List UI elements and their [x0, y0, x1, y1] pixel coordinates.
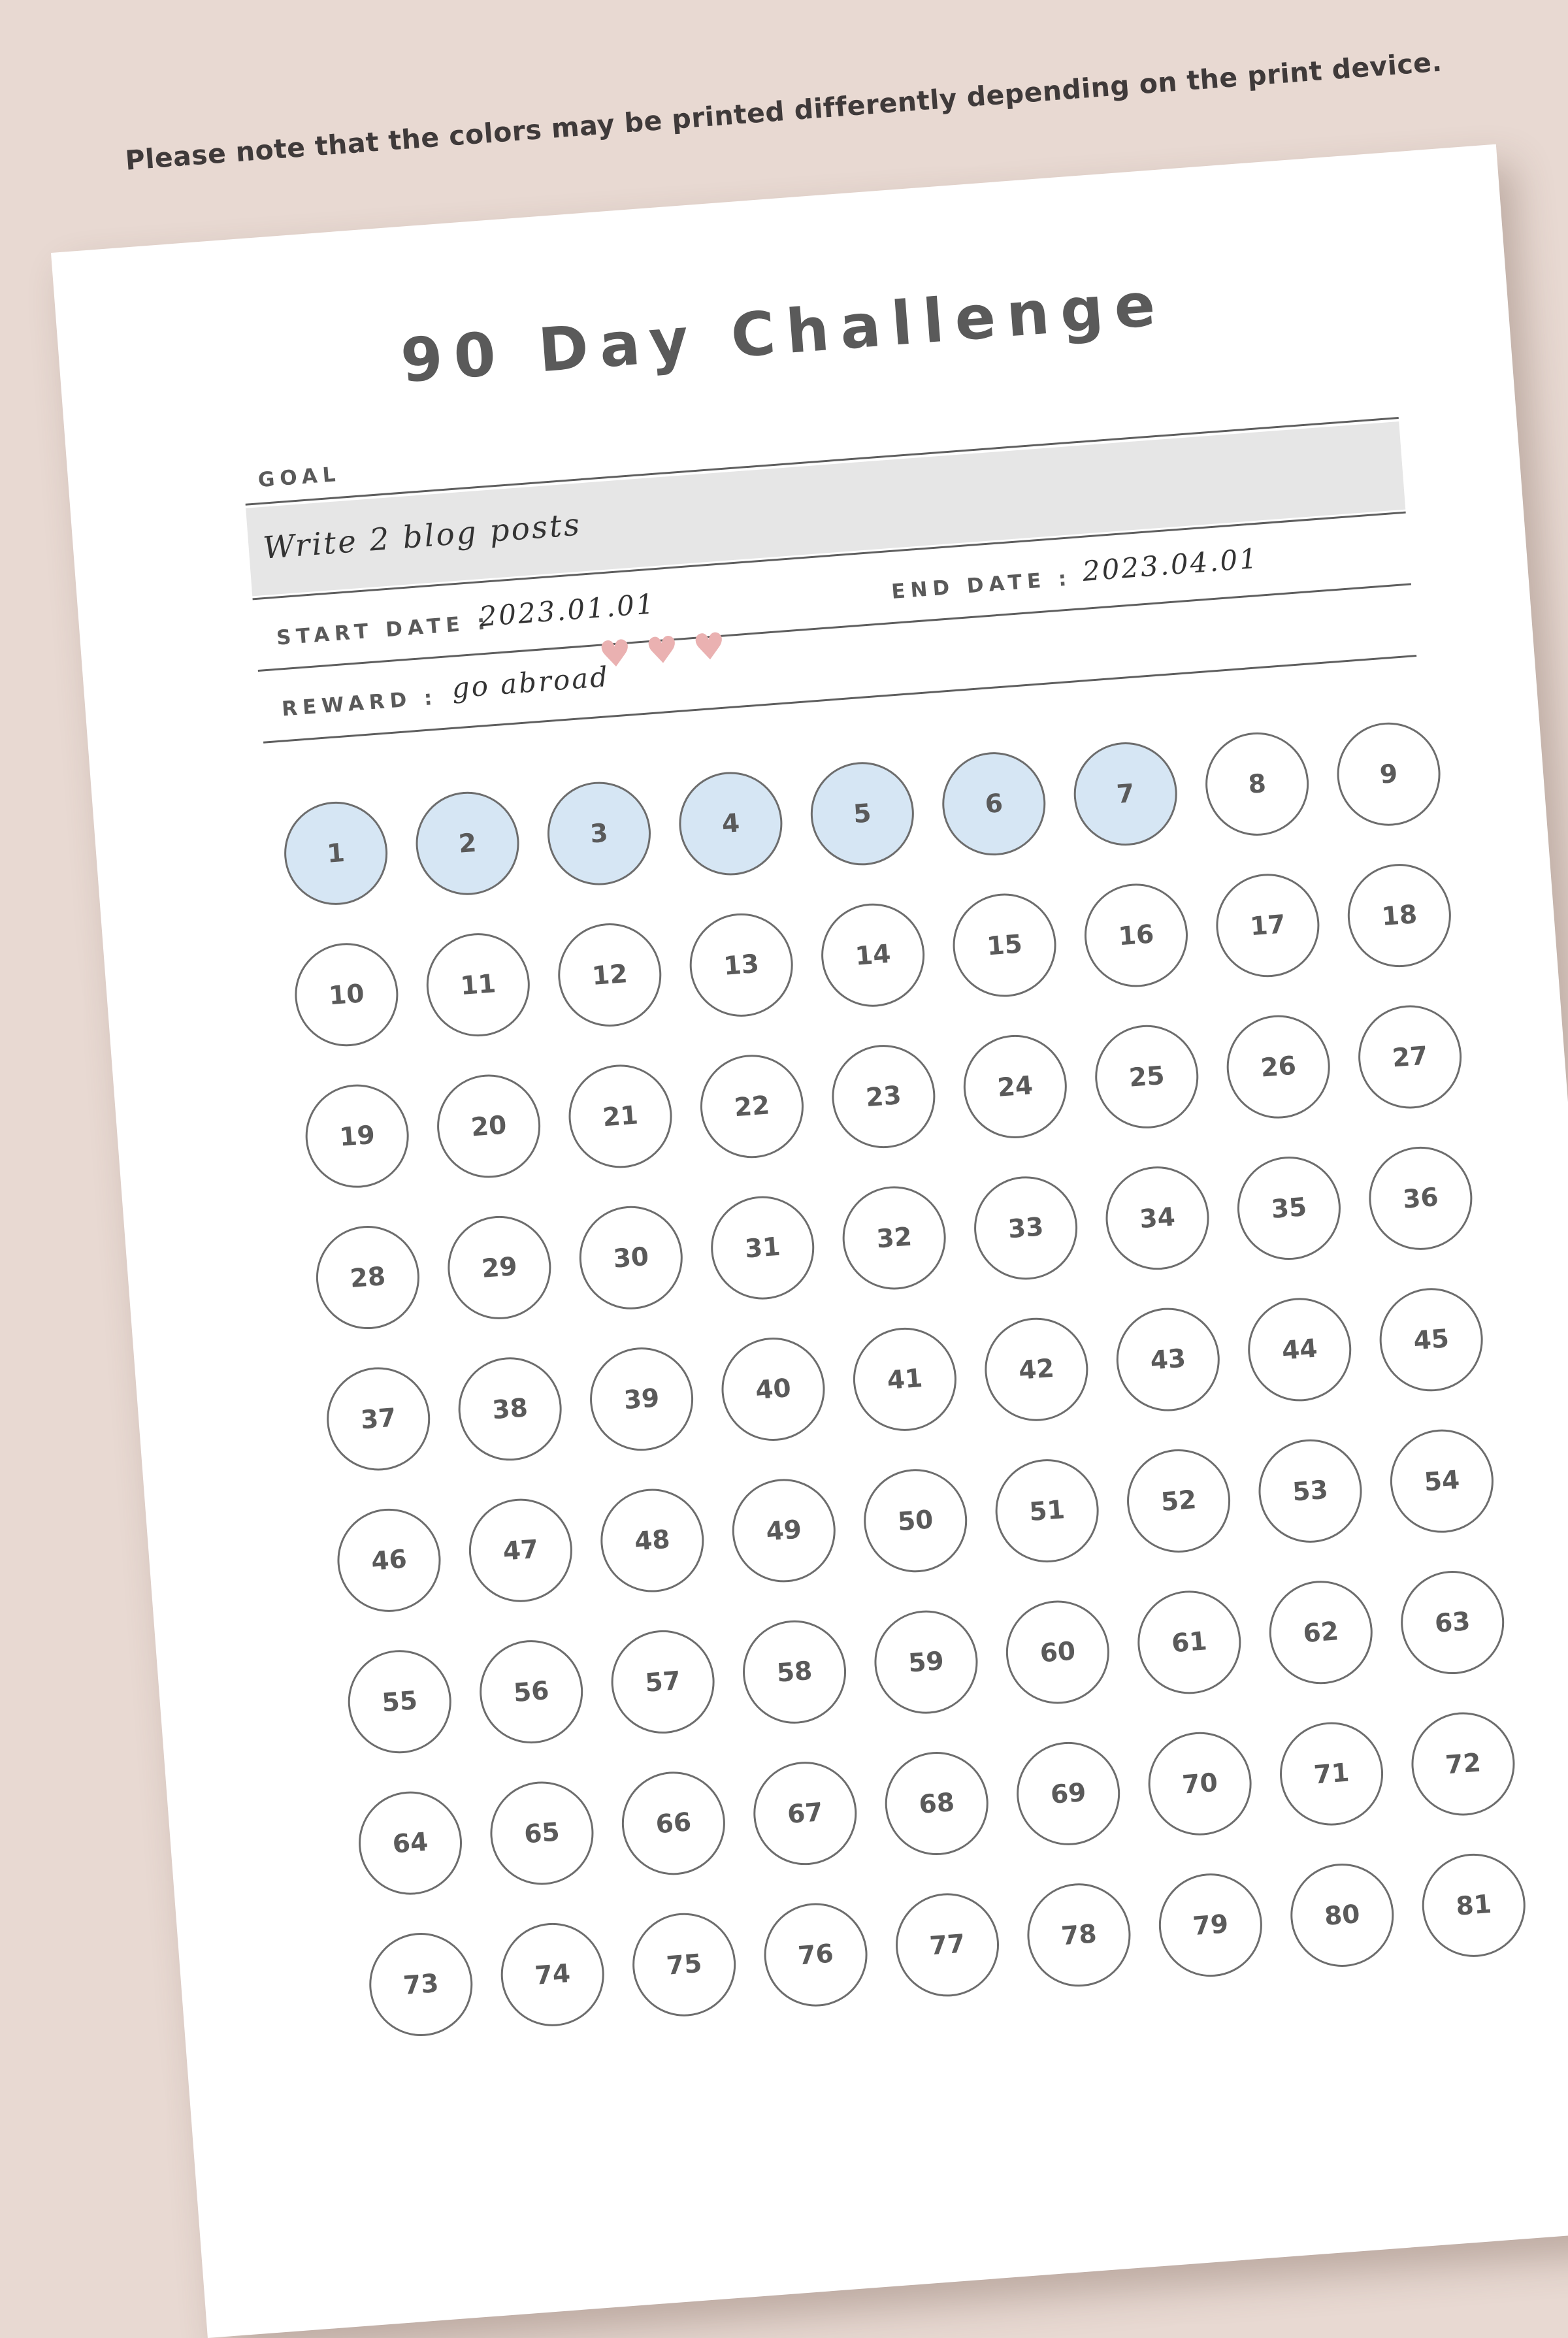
- day-circle-81[interactable]: [1418, 1850, 1529, 1960]
- day-number: 74: [533, 1958, 572, 1991]
- day-number: 3: [589, 818, 610, 849]
- day-circle-75[interactable]: [629, 1909, 739, 2020]
- day-circle-65[interactable]: [487, 1778, 597, 1888]
- day-number: 1: [325, 838, 346, 869]
- day-number: 50: [896, 1504, 934, 1537]
- day-number: 9: [1379, 759, 1399, 790]
- day-number: 62: [1302, 1616, 1340, 1649]
- page-title: 90 Day Challenge: [398, 269, 1169, 397]
- day-number: 48: [633, 1524, 672, 1557]
- day-circle-39[interactable]: [586, 1343, 696, 1454]
- day-circle-76[interactable]: [760, 1900, 871, 2010]
- day-number: 32: [875, 1221, 913, 1254]
- day-circle-10[interactable]: [291, 940, 402, 1050]
- day-number: 46: [370, 1544, 408, 1577]
- day-circle-73[interactable]: [366, 1929, 476, 2039]
- day-circle-20[interactable]: [433, 1071, 544, 1181]
- day-circle-13[interactable]: [686, 910, 796, 1020]
- day-circle-1[interactable]: [280, 798, 391, 908]
- day-number: 55: [380, 1685, 419, 1718]
- day-circle-51[interactable]: [992, 1455, 1102, 1566]
- day-number: 71: [1313, 1758, 1350, 1790]
- day-circle-68[interactable]: [881, 1748, 992, 1858]
- start-date-label: START DATE :: [275, 610, 491, 650]
- day-circle-27[interactable]: [1354, 1002, 1465, 1112]
- day-circle-45[interactable]: [1376, 1285, 1486, 1395]
- day-number: 14: [854, 939, 892, 972]
- day-circle-56[interactable]: [476, 1636, 586, 1747]
- day-number: 61: [1170, 1626, 1209, 1658]
- day-number: 80: [1323, 1899, 1362, 1932]
- day-number: 72: [1444, 1747, 1482, 1780]
- day-number: 49: [765, 1514, 803, 1547]
- day-circle-79[interactable]: [1155, 1869, 1266, 1980]
- day-number: 28: [349, 1261, 387, 1294]
- print-note: Please note that the colors may be printed differently depending on the print device.: [124, 46, 1443, 176]
- day-number: 52: [1160, 1485, 1198, 1517]
- heart-icon: ♥: [644, 628, 681, 674]
- day-number: 10: [327, 978, 366, 1011]
- day-number: 34: [1138, 1202, 1177, 1234]
- day-circle-38[interactable]: [455, 1354, 565, 1464]
- day-circle-69[interactable]: [1013, 1738, 1123, 1849]
- day-circle-29[interactable]: [444, 1212, 555, 1323]
- day-number: 7: [1115, 778, 1135, 810]
- day-number: 64: [391, 1827, 429, 1860]
- day-circle-44[interactable]: [1245, 1294, 1355, 1405]
- day-number: 15: [985, 929, 1024, 962]
- day-number: 44: [1281, 1333, 1318, 1366]
- day-circle-24[interactable]: [960, 1031, 1070, 1142]
- day-number: 43: [1149, 1343, 1187, 1376]
- day-circle-80[interactable]: [1287, 1860, 1397, 1970]
- day-number: 33: [1007, 1211, 1045, 1244]
- day-circle-12[interactable]: [555, 919, 665, 1030]
- day-number: 56: [512, 1675, 550, 1708]
- start-date-value: 2023.01.01: [478, 587, 657, 633]
- day-circle-3[interactable]: [544, 778, 654, 889]
- day-number: 68: [917, 1787, 956, 1820]
- day-number: 16: [1117, 919, 1155, 951]
- day-number: 79: [1192, 1909, 1230, 1941]
- day-number: 59: [907, 1646, 945, 1679]
- day-number: 77: [928, 1928, 966, 1961]
- day-number: 11: [459, 968, 497, 1001]
- end-date-value: 2023.04.01: [1081, 542, 1260, 587]
- day-circle-28[interactable]: [312, 1222, 423, 1332]
- day-circle-26[interactable]: [1223, 1012, 1333, 1122]
- day-circle-58[interactable]: [739, 1617, 849, 1727]
- day-circle-66[interactable]: [618, 1768, 728, 1879]
- day-number: 39: [623, 1383, 661, 1415]
- day-number: 23: [864, 1080, 903, 1113]
- day-number: 63: [1433, 1606, 1471, 1639]
- day-number: 42: [1017, 1353, 1056, 1386]
- day-number: 75: [665, 1949, 703, 1981]
- day-number: 26: [1259, 1051, 1298, 1083]
- day-circle-22[interactable]: [696, 1051, 807, 1162]
- day-circle-70[interactable]: [1145, 1728, 1255, 1839]
- day-number: 24: [996, 1070, 1034, 1103]
- day-number: 57: [644, 1666, 682, 1698]
- reward-value: go abroad: [450, 660, 611, 704]
- day-circle-43[interactable]: [1113, 1304, 1223, 1415]
- day-number: 8: [1247, 768, 1267, 800]
- day-circle-55[interactable]: [344, 1647, 455, 1757]
- day-circle-78[interactable]: [1024, 1880, 1134, 1990]
- day-circle-57[interactable]: [608, 1626, 718, 1737]
- day-circle-50[interactable]: [860, 1466, 971, 1576]
- day-circle-46[interactable]: [334, 1505, 444, 1615]
- day-circle-62[interactable]: [1266, 1577, 1376, 1688]
- day-circle-34[interactable]: [1102, 1162, 1213, 1273]
- day-circle-23[interactable]: [828, 1041, 939, 1151]
- day-number: 30: [612, 1242, 650, 1274]
- reward-label: REWARD :: [281, 685, 438, 721]
- day-circle-74[interactable]: [497, 1919, 608, 2030]
- day-number: 12: [591, 959, 629, 991]
- day-number: 36: [1401, 1182, 1440, 1215]
- day-circle-16[interactable]: [1081, 880, 1191, 991]
- day-number: 20: [470, 1110, 508, 1142]
- day-circle-59[interactable]: [871, 1607, 981, 1717]
- day-circle-64[interactable]: [355, 1788, 465, 1898]
- day-number: 22: [733, 1090, 771, 1123]
- day-circle-60[interactable]: [1002, 1597, 1113, 1707]
- day-number: 40: [754, 1373, 792, 1406]
- day-circle-17[interactable]: [1213, 870, 1323, 981]
- day-number: 76: [796, 1939, 835, 1971]
- day-circle-42[interactable]: [981, 1314, 1092, 1424]
- day-number: 65: [523, 1817, 561, 1849]
- heart-icon: ♥: [691, 625, 728, 670]
- day-circle-11[interactable]: [423, 929, 533, 1040]
- day-number: 53: [1291, 1475, 1330, 1507]
- day-tracker-grid: [280, 719, 1529, 2040]
- day-number: 69: [1049, 1777, 1087, 1810]
- reward-hearts: [597, 625, 728, 677]
- day-circle-25[interactable]: [1092, 1021, 1202, 1132]
- day-number: 60: [1039, 1636, 1077, 1668]
- day-number: 31: [743, 1232, 781, 1264]
- day-circle-52[interactable]: [1123, 1445, 1233, 1556]
- day-number: 66: [655, 1807, 693, 1839]
- day-number: 70: [1181, 1768, 1219, 1800]
- day-number: 45: [1412, 1323, 1450, 1356]
- day-number: 25: [1128, 1061, 1166, 1093]
- day-number: 19: [338, 1120, 376, 1153]
- day-circle-72[interactable]: [1408, 1709, 1518, 1819]
- day-number: 6: [984, 788, 1004, 819]
- day-number: 18: [1380, 899, 1418, 932]
- goal-label: GOAL: [257, 462, 342, 493]
- heart-icon: ♥: [597, 632, 634, 677]
- day-circle-9[interactable]: [1333, 719, 1444, 829]
- day-number: 67: [786, 1797, 825, 1830]
- day-circle-21[interactable]: [565, 1061, 676, 1172]
- day-number: 51: [1028, 1494, 1066, 1527]
- day-circle-48[interactable]: [597, 1485, 708, 1596]
- day-number: 13: [722, 949, 760, 981]
- day-circle-54[interactable]: [1386, 1426, 1497, 1536]
- day-circle-41[interactable]: [849, 1324, 960, 1434]
- day-number: 54: [1423, 1465, 1461, 1498]
- day-number: 29: [480, 1251, 519, 1284]
- day-circle-5[interactable]: [807, 759, 917, 869]
- day-circle-61[interactable]: [1134, 1587, 1245, 1698]
- day-number: 27: [1391, 1041, 1429, 1073]
- day-circle-53[interactable]: [1255, 1436, 1365, 1546]
- day-circle-36[interactable]: [1365, 1143, 1476, 1253]
- day-circle-6[interactable]: [939, 748, 1049, 859]
- day-circle-18[interactable]: [1344, 860, 1454, 970]
- day-circle-19[interactable]: [302, 1081, 412, 1191]
- day-number: 35: [1270, 1192, 1308, 1225]
- day-circle-2[interactable]: [412, 788, 523, 898]
- day-circle-77[interactable]: [892, 1890, 1002, 2000]
- end-date-label: END DATE :: [890, 567, 1073, 604]
- day-circle-32[interactable]: [839, 1183, 949, 1293]
- day-number: 58: [776, 1656, 813, 1688]
- day-number: 4: [721, 808, 741, 839]
- day-circle-31[interactable]: [708, 1193, 818, 1303]
- day-number: 5: [852, 798, 873, 829]
- day-number: 17: [1249, 909, 1287, 942]
- day-circle-15[interactable]: [949, 890, 1060, 1000]
- day-circle-37[interactable]: [323, 1364, 434, 1474]
- day-circle-4[interactable]: [676, 768, 786, 879]
- goal-text: Write 2 blog posts: [261, 506, 583, 567]
- day-circle-7[interactable]: [1070, 738, 1181, 849]
- day-circle-40[interactable]: [718, 1334, 828, 1444]
- day-number: 38: [491, 1392, 529, 1425]
- day-circle-47[interactable]: [465, 1495, 576, 1605]
- day-circle-35[interactable]: [1233, 1153, 1344, 1263]
- day-circle-30[interactable]: [576, 1202, 686, 1313]
- day-number: 41: [886, 1363, 924, 1396]
- day-number: 47: [502, 1534, 540, 1567]
- day-circle-14[interactable]: [817, 900, 928, 1010]
- day-circle-33[interactable]: [970, 1173, 1081, 1283]
- day-number: 81: [1454, 1889, 1493, 1922]
- day-number: 78: [1060, 1918, 1098, 1951]
- day-number: 37: [359, 1402, 397, 1435]
- day-circle-63[interactable]: [1397, 1567, 1507, 1677]
- day-number: 2: [457, 828, 478, 859]
- day-number: 73: [402, 1968, 440, 2001]
- day-circle-8[interactable]: [1201, 729, 1312, 839]
- challenge-sheet: [51, 144, 1568, 2338]
- day-circle-49[interactable]: [728, 1475, 839, 1586]
- day-circle-71[interactable]: [1276, 1719, 1386, 1829]
- day-number: 21: [601, 1100, 640, 1132]
- day-circle-67[interactable]: [750, 1758, 860, 1868]
